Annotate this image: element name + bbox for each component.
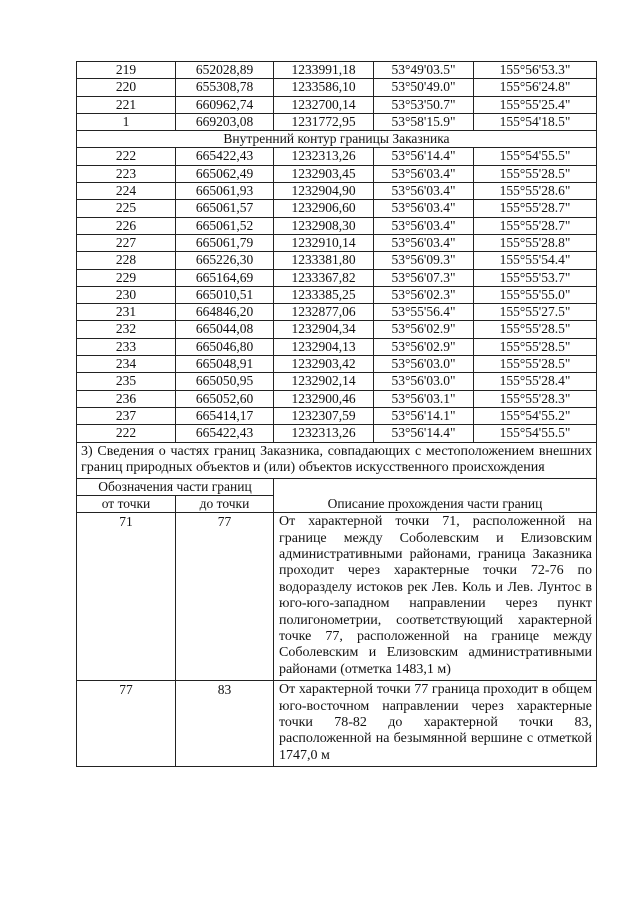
cell-x: 665046,80 <box>176 338 274 355</box>
section-3-heading: 3) Сведения о частях границ Заказника, совпадающих с местоположением внешних границ природных объектов и (или) объектов искусственного происхождения <box>77 442 597 478</box>
cell-x: 665226,30 <box>176 252 274 269</box>
parts-header-row <box>77 478 597 495</box>
cell-lon: 155°56'24.8" <box>474 79 597 96</box>
inner-contour-title-row <box>77 131 597 148</box>
cell-lon: 155°55'28.5" <box>474 165 597 182</box>
cell-lat: 53°56'14.4" <box>374 148 474 165</box>
to-point-header: до точки <box>176 495 274 512</box>
cell-y: 1233991,18 <box>274 62 374 79</box>
cell-lat: 53°58'15.9" <box>374 113 474 130</box>
table-row <box>77 200 597 217</box>
cell-y: 1232904,34 <box>274 321 374 338</box>
cell-n: 226 <box>77 217 176 234</box>
cell-y: 1232904,90 <box>274 183 374 200</box>
cell-y: 1232877,06 <box>274 304 374 321</box>
cell-y: 1232908,30 <box>274 217 374 234</box>
cell-lon: 155°54'55.5" <box>474 425 597 442</box>
cell-lon: 155°55'28.7" <box>474 217 597 234</box>
table-row <box>77 269 597 286</box>
cell-lat: 53°56'03.4" <box>374 217 474 234</box>
cell-n: 230 <box>77 286 176 303</box>
cell-lat: 53°56'09.3" <box>374 252 474 269</box>
cell-lat: 53°56'03.4" <box>374 234 474 251</box>
cell-lat: 53°56'02.9" <box>374 321 474 338</box>
cell-lat: 53°56'03.1" <box>374 390 474 407</box>
coordinates-table <box>76 61 597 443</box>
cell-x: 665061,79 <box>176 234 274 251</box>
cell-n: 233 <box>77 338 176 355</box>
cell-y: 1232307,59 <box>274 407 374 424</box>
table-row <box>77 96 597 113</box>
cell-n: 221 <box>77 96 176 113</box>
section-3-row <box>77 442 597 478</box>
cell-lon: 155°55'28.5" <box>474 338 597 355</box>
cell-lon: 155°55'28.5" <box>474 321 597 338</box>
document-page <box>76 61 596 767</box>
cell-lon: 155°54'18.5" <box>474 113 597 130</box>
table-row <box>77 321 597 338</box>
cell-x: 665422,43 <box>176 425 274 442</box>
table-row <box>77 217 597 234</box>
table-row <box>77 183 597 200</box>
boundary-parts-table <box>76 442 597 768</box>
part-description: От характерной точки 77 граница проходит в общем юго-восточном направлении через характерные точки 78-82 до характерной точки 83, расположенной на безымянной вершине с отметкой 1747,0 м <box>274 681 597 767</box>
cell-lon: 155°56'53.3" <box>474 62 597 79</box>
cell-lon: 155°55'55.0" <box>474 286 597 303</box>
cell-lon: 155°55'54.4" <box>474 252 597 269</box>
cell-lat: 53°56'07.3" <box>374 269 474 286</box>
from-point-header: от точки <box>77 495 176 512</box>
cell-y: 1233586,10 <box>274 79 374 96</box>
table-row <box>77 113 597 130</box>
cell-y: 1232904,13 <box>274 338 374 355</box>
cell-lon: 155°55'28.3" <box>474 390 597 407</box>
cell-lat: 53°56'02.3" <box>374 286 474 303</box>
cell-n: 237 <box>77 407 176 424</box>
cell-n: 228 <box>77 252 176 269</box>
cell-y: 1233385,25 <box>274 286 374 303</box>
description-header: Описание прохождения части границ <box>274 478 597 513</box>
cell-x: 665062,49 <box>176 165 274 182</box>
cell-lon: 155°55'28.4" <box>474 373 597 390</box>
table-row <box>77 356 597 373</box>
cell-n: 222 <box>77 425 176 442</box>
table-row <box>77 425 597 442</box>
cell-lon: 155°55'53.7" <box>474 269 597 286</box>
cell-lat: 53°49'03.5" <box>374 62 474 79</box>
cell-x: 665414,17 <box>176 407 274 424</box>
cell-lon: 155°54'55.5" <box>474 148 597 165</box>
cell-n: 219 <box>77 62 176 79</box>
cell-n: 234 <box>77 356 176 373</box>
cell-y: 1233381,80 <box>274 252 374 269</box>
cell-lon: 155°55'28.6" <box>474 183 597 200</box>
table-row <box>77 148 597 165</box>
cell-lon: 155°55'25.4" <box>474 96 597 113</box>
cell-lat: 53°56'03.4" <box>374 165 474 182</box>
table-row <box>77 252 597 269</box>
cell-lat: 53°56'03.4" <box>374 200 474 217</box>
designation-header: Обозначения части границ <box>77 478 274 495</box>
cell-x: 665061,93 <box>176 183 274 200</box>
cell-y: 1231772,95 <box>274 113 374 130</box>
cell-x: 669203,08 <box>176 113 274 130</box>
table-row <box>77 79 597 96</box>
cell-n: 229 <box>77 269 176 286</box>
cell-x: 665050,95 <box>176 373 274 390</box>
cell-lat: 53°55'56.4" <box>374 304 474 321</box>
cell-lat: 53°50'49.0" <box>374 79 474 96</box>
cell-n: 227 <box>77 234 176 251</box>
table-row <box>77 234 597 251</box>
table-row <box>77 304 597 321</box>
cell-lon: 155°55'28.5" <box>474 356 597 373</box>
cell-n: 231 <box>77 304 176 321</box>
cell-n: 223 <box>77 165 176 182</box>
cell-y: 1233367,82 <box>274 269 374 286</box>
table-row <box>77 373 597 390</box>
cell-lat: 53°56'03.4" <box>374 183 474 200</box>
part-description: От характерной точки 71, расположенной на границе между Соболевским и Елизовским административными районами, граница Заказника проходит через характерные точки 72-76 по водоразделу истоков рек Лев. Коль и Лев. Лунтос в юго-юго-западном направлении через пункт полигонометрии, соответствующий характерной точке 77, расположенной на границе между Соболевским и Елизовским административными районами (отметка 1483,1 м) <box>274 513 597 681</box>
cell-y: 1232700,14 <box>274 96 374 113</box>
table-row <box>77 513 597 681</box>
cell-lat: 53°56'14.4" <box>374 425 474 442</box>
cell-y: 1232906,60 <box>274 200 374 217</box>
inner-contour-rows <box>77 148 597 442</box>
parts-rows <box>77 513 597 767</box>
cell-x: 652028,89 <box>176 62 274 79</box>
cell-x: 665422,43 <box>176 148 274 165</box>
cell-y: 1232910,14 <box>274 234 374 251</box>
table-row <box>77 286 597 303</box>
cell-y: 1232902,14 <box>274 373 374 390</box>
table-row <box>77 681 597 767</box>
cell-y: 1232903,45 <box>274 165 374 182</box>
cell-lon: 155°54'55.2" <box>474 407 597 424</box>
cell-n: 224 <box>77 183 176 200</box>
cell-lat: 53°53'50.7" <box>374 96 474 113</box>
cell-lat: 53°56'02.9" <box>374 338 474 355</box>
cell-x: 665061,57 <box>176 200 274 217</box>
cell-lat: 53°56'14.1" <box>374 407 474 424</box>
cell-lon: 155°55'28.8" <box>474 234 597 251</box>
outer-contour-rows <box>77 62 597 131</box>
table-row <box>77 165 597 182</box>
part-to: 77 <box>176 513 274 681</box>
part-to: 83 <box>176 681 274 767</box>
cell-n: 1 <box>77 113 176 130</box>
cell-n: 235 <box>77 373 176 390</box>
cell-n: 222 <box>77 148 176 165</box>
table-row <box>77 62 597 79</box>
cell-lat: 53°56'03.0" <box>374 356 474 373</box>
cell-lat: 53°56'03.0" <box>374 373 474 390</box>
table-row <box>77 390 597 407</box>
cell-x: 665164,69 <box>176 269 274 286</box>
cell-x: 665061,52 <box>176 217 274 234</box>
cell-y: 1232900,46 <box>274 390 374 407</box>
inner-contour-title: Внутренний контур границы Заказника <box>77 131 597 148</box>
cell-x: 664846,20 <box>176 304 274 321</box>
part-from: 71 <box>77 513 176 681</box>
cell-n: 236 <box>77 390 176 407</box>
cell-lon: 155°55'27.5" <box>474 304 597 321</box>
table-row <box>77 407 597 424</box>
cell-x: 665052,60 <box>176 390 274 407</box>
cell-x: 655308,78 <box>176 79 274 96</box>
cell-n: 232 <box>77 321 176 338</box>
cell-x: 665010,51 <box>176 286 274 303</box>
cell-n: 225 <box>77 200 176 217</box>
cell-lon: 155°55'28.7" <box>474 200 597 217</box>
cell-x: 660962,74 <box>176 96 274 113</box>
cell-y: 1232313,26 <box>274 425 374 442</box>
part-from: 77 <box>77 681 176 767</box>
cell-y: 1232313,26 <box>274 148 374 165</box>
cell-y: 1232903,42 <box>274 356 374 373</box>
cell-x: 665048,91 <box>176 356 274 373</box>
cell-x: 665044,08 <box>176 321 274 338</box>
table-row <box>77 338 597 355</box>
cell-n: 220 <box>77 79 176 96</box>
